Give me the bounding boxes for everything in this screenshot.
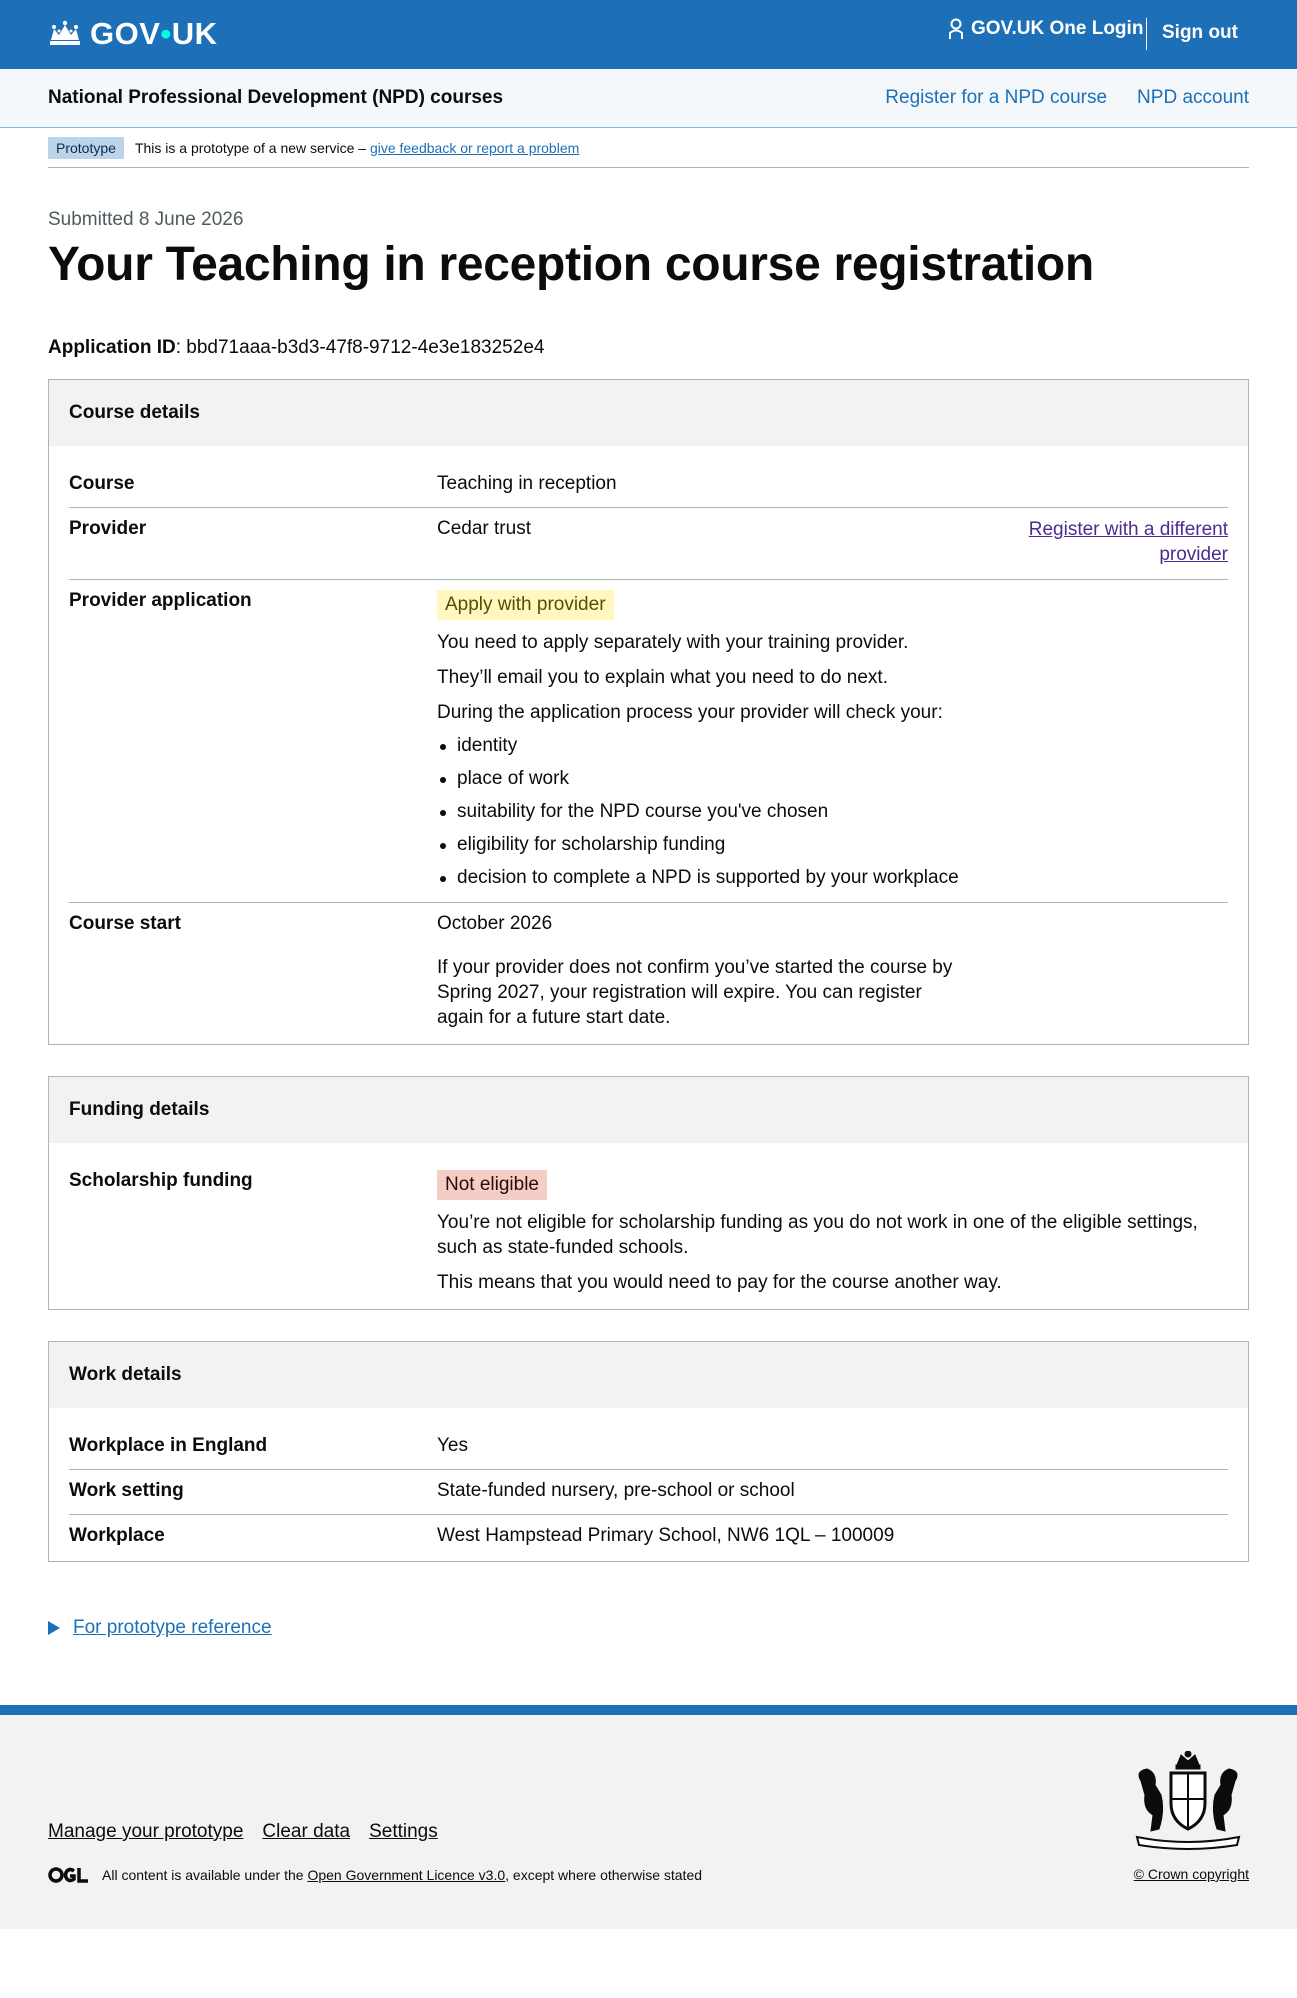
nav-npd-account[interactable]: NPD account xyxy=(1137,87,1249,108)
application-id xyxy=(48,337,1249,359)
service-navigation xyxy=(0,69,1297,128)
phase-banner xyxy=(48,128,1249,168)
prototype-reference-details[interactable] xyxy=(48,1617,1249,1639)
row-key: Workplace in England xyxy=(69,1434,268,1456)
expiry-note: If your provider does not confirm you’ve started the course by Spring 2027, your registration will expire. You can register again for a future start date. xyxy=(437,956,953,1028)
course-details-card xyxy=(48,379,1249,1045)
person-icon xyxy=(947,18,965,40)
summary-row-workplace-england xyxy=(69,1425,1228,1470)
paragraph: You need to apply separately with your training provider. xyxy=(437,631,909,653)
row-key: Course xyxy=(69,472,135,494)
row-key: Work setting xyxy=(69,1479,184,1501)
one-login-label: GOV.UK One Login xyxy=(971,18,1144,39)
one-login-link[interactable] xyxy=(947,18,1143,40)
govuk-logotype xyxy=(90,16,218,52)
row-key: Provider application xyxy=(69,589,252,611)
course-start-date: October 2026 xyxy=(437,912,553,934)
card-title: Work details xyxy=(69,1363,182,1385)
card-header xyxy=(49,1077,1248,1143)
logotype-gov: GOV xyxy=(90,16,161,51)
page-caption: Submitted 8 June 2026 xyxy=(48,209,244,230)
row-value: Cedar trust xyxy=(437,517,531,539)
service-name[interactable]: National Professional Development (NPD) courses xyxy=(48,87,504,108)
logotype-uk: UK xyxy=(171,16,218,51)
list-item: decision to complete a NPD is supported by your workplace xyxy=(437,865,1228,890)
row-value: State-funded nursery, pre-school or school xyxy=(437,1479,795,1501)
header-divider xyxy=(1146,18,1147,50)
triangle-right-icon xyxy=(48,1621,60,1635)
footer-links xyxy=(48,1821,438,1843)
checks-list xyxy=(437,733,1228,890)
register-different-provider-link[interactable]: Register with a different provider xyxy=(1028,518,1228,565)
summary-row-scholarship xyxy=(69,1160,1228,1307)
paragraph: They’ll email you to explain what you need to do next. xyxy=(437,666,888,688)
row-value xyxy=(437,589,1228,890)
summary-row-course xyxy=(69,463,1228,508)
footer-link-settings[interactable]: Settings xyxy=(369,1820,438,1842)
funding-details-card xyxy=(48,1076,1249,1310)
summary-row-work-setting xyxy=(69,1470,1228,1515)
govuk-header xyxy=(0,0,1297,69)
card-title: Funding details xyxy=(69,1098,210,1120)
application-id-value: : bbd71aaa-b3d3-47f8-9712-4e3e183252e4 xyxy=(175,336,545,358)
service-nav-links xyxy=(885,87,1249,109)
logotype-dot: • xyxy=(160,16,172,51)
row-value: Yes xyxy=(437,1434,468,1456)
status-badge: Apply with provider xyxy=(437,590,614,620)
card-body xyxy=(49,1143,1248,1309)
row-value xyxy=(437,1169,1228,1295)
status-badge: Not eligible xyxy=(437,1170,547,1200)
summary-row-provider-application xyxy=(69,580,1228,903)
phase-text-label: This is a prototype of a new service – xyxy=(134,140,367,156)
summary-row-provider xyxy=(69,508,1228,580)
ogl-link[interactable]: Open Government Licence v3.0 xyxy=(307,1866,506,1883)
phase-text xyxy=(135,140,579,156)
nav-register-course[interactable]: Register for a NPD course xyxy=(885,87,1108,108)
govuk-logo-link[interactable] xyxy=(48,16,218,52)
sign-out-link[interactable]: Sign out xyxy=(1162,22,1238,43)
licence-pre: All content is available under the xyxy=(102,1866,304,1883)
crown-copyright-link[interactable]: © Crown copyright xyxy=(1133,1865,1249,1882)
page-title: Your Teaching in reception course registration xyxy=(48,238,1094,291)
list-item: suitability for the NPD course you've chosen xyxy=(437,799,1228,824)
summary-row-course-start xyxy=(69,903,1228,1042)
licence xyxy=(48,1866,702,1884)
summary-row-workplace xyxy=(69,1515,1228,1559)
card-body xyxy=(49,446,1248,1044)
ogl-logo-icon xyxy=(48,1866,90,1884)
main-container xyxy=(48,128,1249,1639)
phase-tag: Prototype xyxy=(48,137,124,159)
list-item: place of work xyxy=(437,766,1228,791)
card-body xyxy=(49,1408,1248,1561)
card-title: Course details xyxy=(69,401,200,423)
row-key: Provider xyxy=(69,517,147,539)
work-details-card xyxy=(48,1341,1249,1562)
paragraph: You’re not eligible for scholarship funding as you do not work in one of the eligible settings, such as state-funded schools. xyxy=(437,1211,1198,1258)
paragraph: During the application process your provider will check your: xyxy=(437,701,943,723)
details-summary[interactable]: For prototype reference xyxy=(73,1616,272,1638)
application-id-label: Application ID xyxy=(48,336,176,358)
feedback-link[interactable]: give feedback or report a problem xyxy=(369,140,580,156)
row-value: West Hampstead Primary School, NW6 1QL – 100009 xyxy=(437,1524,895,1546)
row-key: Scholarship funding xyxy=(69,1169,253,1191)
card-header xyxy=(49,380,1248,446)
list-item: eligibility for scholarship funding xyxy=(437,832,1228,857)
paragraph: This means that you would need to pay for the course another way. xyxy=(437,1271,1002,1293)
list-item: identity xyxy=(437,733,1228,758)
footer-link-clear-data[interactable]: Clear data xyxy=(262,1820,351,1842)
row-key: Course start xyxy=(69,912,181,934)
row-value: Teaching in reception xyxy=(437,472,617,494)
crown-icon xyxy=(48,19,82,49)
royal-coat-of-arms-icon xyxy=(1127,1751,1249,1853)
footer xyxy=(0,1705,1297,1929)
footer-link-manage-prototype[interactable]: Manage your prototype xyxy=(48,1820,244,1842)
row-key: Workplace xyxy=(69,1524,165,1546)
row-value xyxy=(437,912,1228,1030)
card-header xyxy=(49,1342,1248,1408)
licence-post: , except where otherwise stated xyxy=(505,1866,703,1883)
